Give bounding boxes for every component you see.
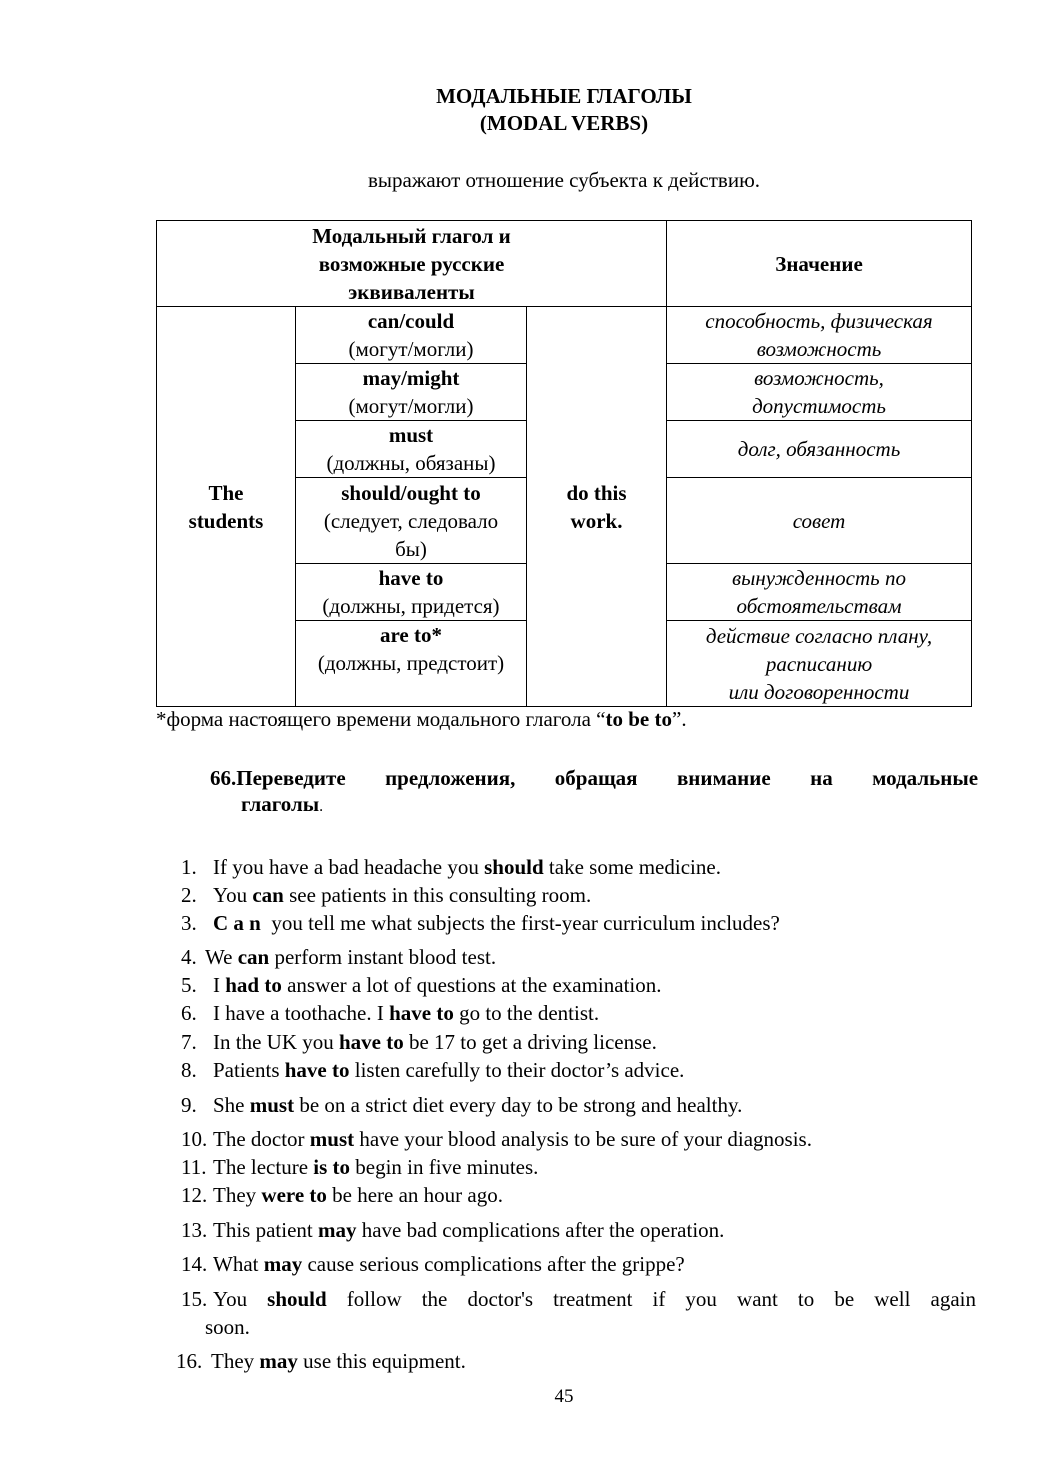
- object-cell: do this work.: [527, 307, 667, 707]
- sentence-item: 2. You can see patients in this consulting room.: [181, 883, 592, 907]
- meaning-cell: возможность, допустимость: [667, 364, 972, 421]
- sentence-item: 1. If you have a bad headache you should take some medicine.: [181, 855, 721, 879]
- exercise-heading: 66.Переведите предложения, обращая внимание на модальные: [210, 766, 979, 790]
- exercise-heading-cont: глаголы.: [241, 792, 324, 816]
- sentence-item: 11. The lecture is to begin in five minutes.: [181, 1155, 539, 1179]
- sentence-item: 15. You should follow the doctor's treatment if you want to be well again: [181, 1287, 976, 1311]
- footnote: *форма настоящего времени модального глагола “to be to”.: [156, 707, 687, 731]
- page-title: МОДАЛЬНЫЕ ГЛАГОЛЫ: [436, 84, 692, 108]
- page-subtitle: выражают отношение субъекта к действию.: [367, 168, 761, 192]
- sentence-item: 3. C a n you tell me what subjects the first-year curriculum includes?: [181, 911, 780, 935]
- sentence-item: 12. They were to be here an hour ago.: [181, 1183, 503, 1207]
- meaning-cell: действие согласно плану, расписанию или договоренности: [667, 621, 972, 707]
- sentence-item: 16. They may use this equipment.: [176, 1349, 466, 1373]
- verb-cell: can/could (могут/могли): [296, 307, 527, 364]
- meaning-cell: способность, физическая возможность: [667, 307, 972, 364]
- sentence-item: 7. In the UK you have to be 17 to get a driving license.: [181, 1030, 657, 1054]
- sentence-item: 13. This patient may have bad complications after the operation.: [181, 1218, 725, 1242]
- modal-verbs-table: [156, 220, 972, 707]
- verb-cell: must (должны, обязаны): [296, 421, 527, 478]
- meaning-cell: совет: [667, 478, 972, 564]
- meaning-cell: долг, обязанность: [667, 421, 972, 478]
- verb-cell: have to (должны, придется): [296, 564, 527, 621]
- sentence-item-cont: soon.: [205, 1315, 250, 1339]
- subject-cell: The students: [157, 307, 296, 707]
- header-meaning: Значение: [667, 221, 972, 307]
- sentence-item: 14. What may cause serious complications after the grippe?: [181, 1252, 685, 1276]
- verb-cell: may/might (могут/могли): [296, 364, 527, 421]
- page-title-english: (MODAL VERBS): [479, 111, 649, 135]
- sentence-item: 10. The doctor must have your blood analysis to be sure of your diagnosis.: [181, 1127, 812, 1151]
- verb-cell: are to* (должны, предстоит): [296, 621, 527, 707]
- sentence-item: 8. Patients have to listen carefully to their doctor’s advice.: [181, 1058, 685, 1082]
- sentence-item: 5. I had to answer a lot of questions at the examination.: [181, 973, 662, 997]
- verb-cell: should/ought to (следует, следовало бы): [296, 478, 527, 564]
- sentence-item: 4. We can perform instant blood test.: [181, 945, 497, 969]
- meaning-cell: вынужденность по обстоятельствам: [667, 564, 972, 621]
- header-modal-verb: Модальный глагол и возможные русские эквиваленты: [157, 221, 667, 307]
- page-number: 45: [554, 1386, 574, 1407]
- sentence-item: 9. She must be on a strict diet every day to be strong and healthy.: [181, 1093, 743, 1117]
- sentence-item: 6. I have a toothache. I have to go to the dentist.: [181, 1001, 600, 1025]
